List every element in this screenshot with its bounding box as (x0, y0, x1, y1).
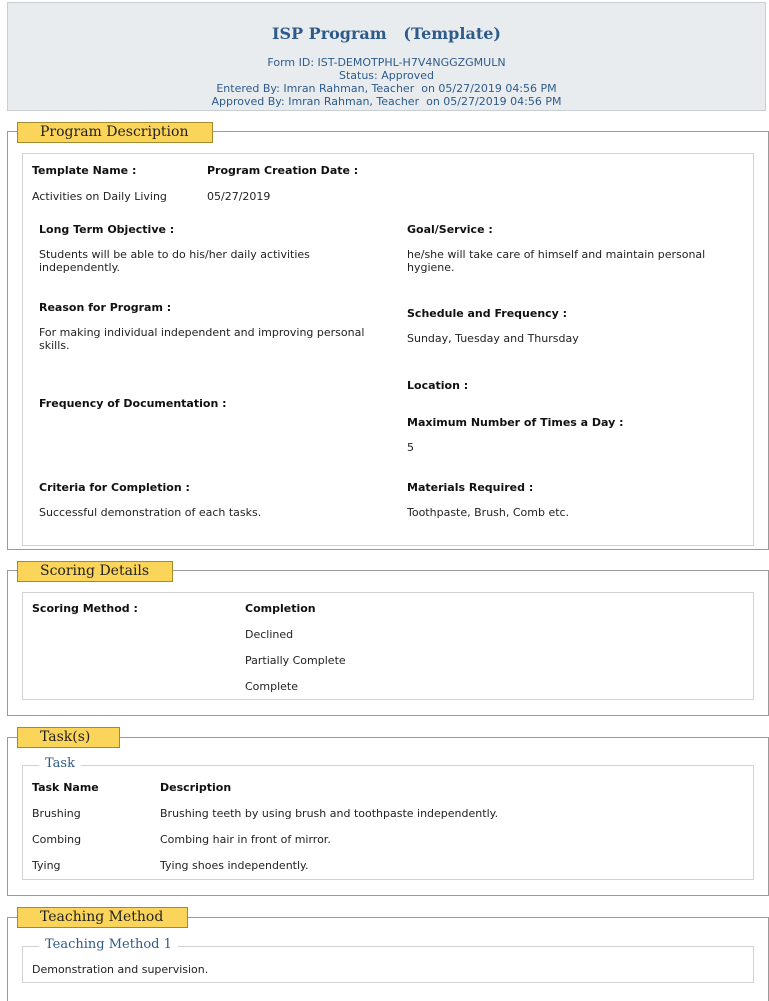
scoring-option: Complete (245, 680, 299, 693)
max-times-label: Maximum Number of Times a Day : (407, 416, 624, 429)
scoring-option: Declined (245, 628, 294, 641)
task-description: Combing hair in front of mirror. (160, 833, 331, 846)
task-name: Brushing (32, 807, 81, 820)
goal-label: Goal/Service : (407, 223, 493, 236)
teaching-method-legend: Teaching Method (17, 907, 188, 928)
criteria-value: Successful demonstration of each tasks. (39, 506, 262, 519)
scoring-method-value: Completion (245, 602, 316, 615)
goal-value: he/she will take care of himself and maintain personal hygiene. (407, 248, 706, 274)
reason-value: For making individual independent and improving personal skills. (39, 326, 365, 352)
scoring-option: Partially Complete (245, 654, 346, 667)
creation-date-value: 05/27/2019 (207, 190, 271, 203)
entered-by: Entered By: Imran Rahman, Teacher on 05/27/2019 04:56 PM (216, 82, 557, 95)
scoring-details-section (7, 570, 769, 716)
task-name: Tying (32, 859, 61, 872)
program-description-legend: Program Description (17, 122, 213, 143)
criteria-label: Criteria for Completion : (39, 481, 190, 494)
status-text: Status: Approved (338, 69, 434, 82)
task-description: Tying shoes independently. (160, 859, 309, 872)
template-name-value: Activities on Daily Living (32, 190, 167, 203)
scoring-details-panel (22, 592, 754, 700)
long-term-objective-label: Long Term Objective : (39, 223, 175, 236)
location-label: Location : (407, 379, 469, 392)
materials-value: Toothpaste, Brush, Comb etc. (407, 506, 570, 519)
page-title: ISP Program (Template) (272, 24, 501, 43)
schedule-value: Sunday, Tuesday and Thursday (407, 332, 579, 345)
schedule-label: Schedule and Frequency : (407, 307, 568, 320)
teaching-method-text: Demonstration and supervision. (32, 963, 209, 976)
reason-label: Reason for Program : (39, 301, 172, 314)
form-header (7, 2, 766, 111)
teaching-method-sub-legend: Teaching Method 1 (39, 937, 178, 952)
task-name-header: Task Name (32, 781, 99, 794)
task-panel (22, 765, 754, 880)
scoring-details-legend: Scoring Details (17, 561, 173, 582)
program-description-section (7, 131, 769, 550)
task-description: Brushing teeth by using brush and toothpaste independently. (160, 807, 499, 820)
form-id: Form ID: IST-DEMOTPHL-H7V4NGGZGMULN (267, 56, 506, 69)
scoring-method-label: Scoring Method : (32, 602, 138, 615)
task-sub-legend: Task (39, 756, 81, 771)
teaching-method-section (7, 917, 769, 1001)
template-name-label: Template Name : (32, 164, 137, 177)
max-times-value: 5 (407, 441, 414, 454)
long-term-objective-value: Students will be able to do his/her daily activities independently. (39, 248, 310, 274)
tasks-section (7, 737, 769, 896)
materials-label: Materials Required : (407, 481, 534, 494)
tasks-legend: Task(s) (17, 727, 120, 748)
frequency-documentation-label: Frequency of Documentation : (39, 397, 227, 410)
task-name: Combing (32, 833, 82, 846)
creation-date-label: Program Creation Date : (207, 164, 359, 177)
task-description-header: Description (160, 781, 232, 794)
program-description-panel (22, 153, 754, 546)
approved-by: Approved By: Imran Rahman, Teacher on 05/27/2019 04:56 PM (211, 95, 562, 108)
